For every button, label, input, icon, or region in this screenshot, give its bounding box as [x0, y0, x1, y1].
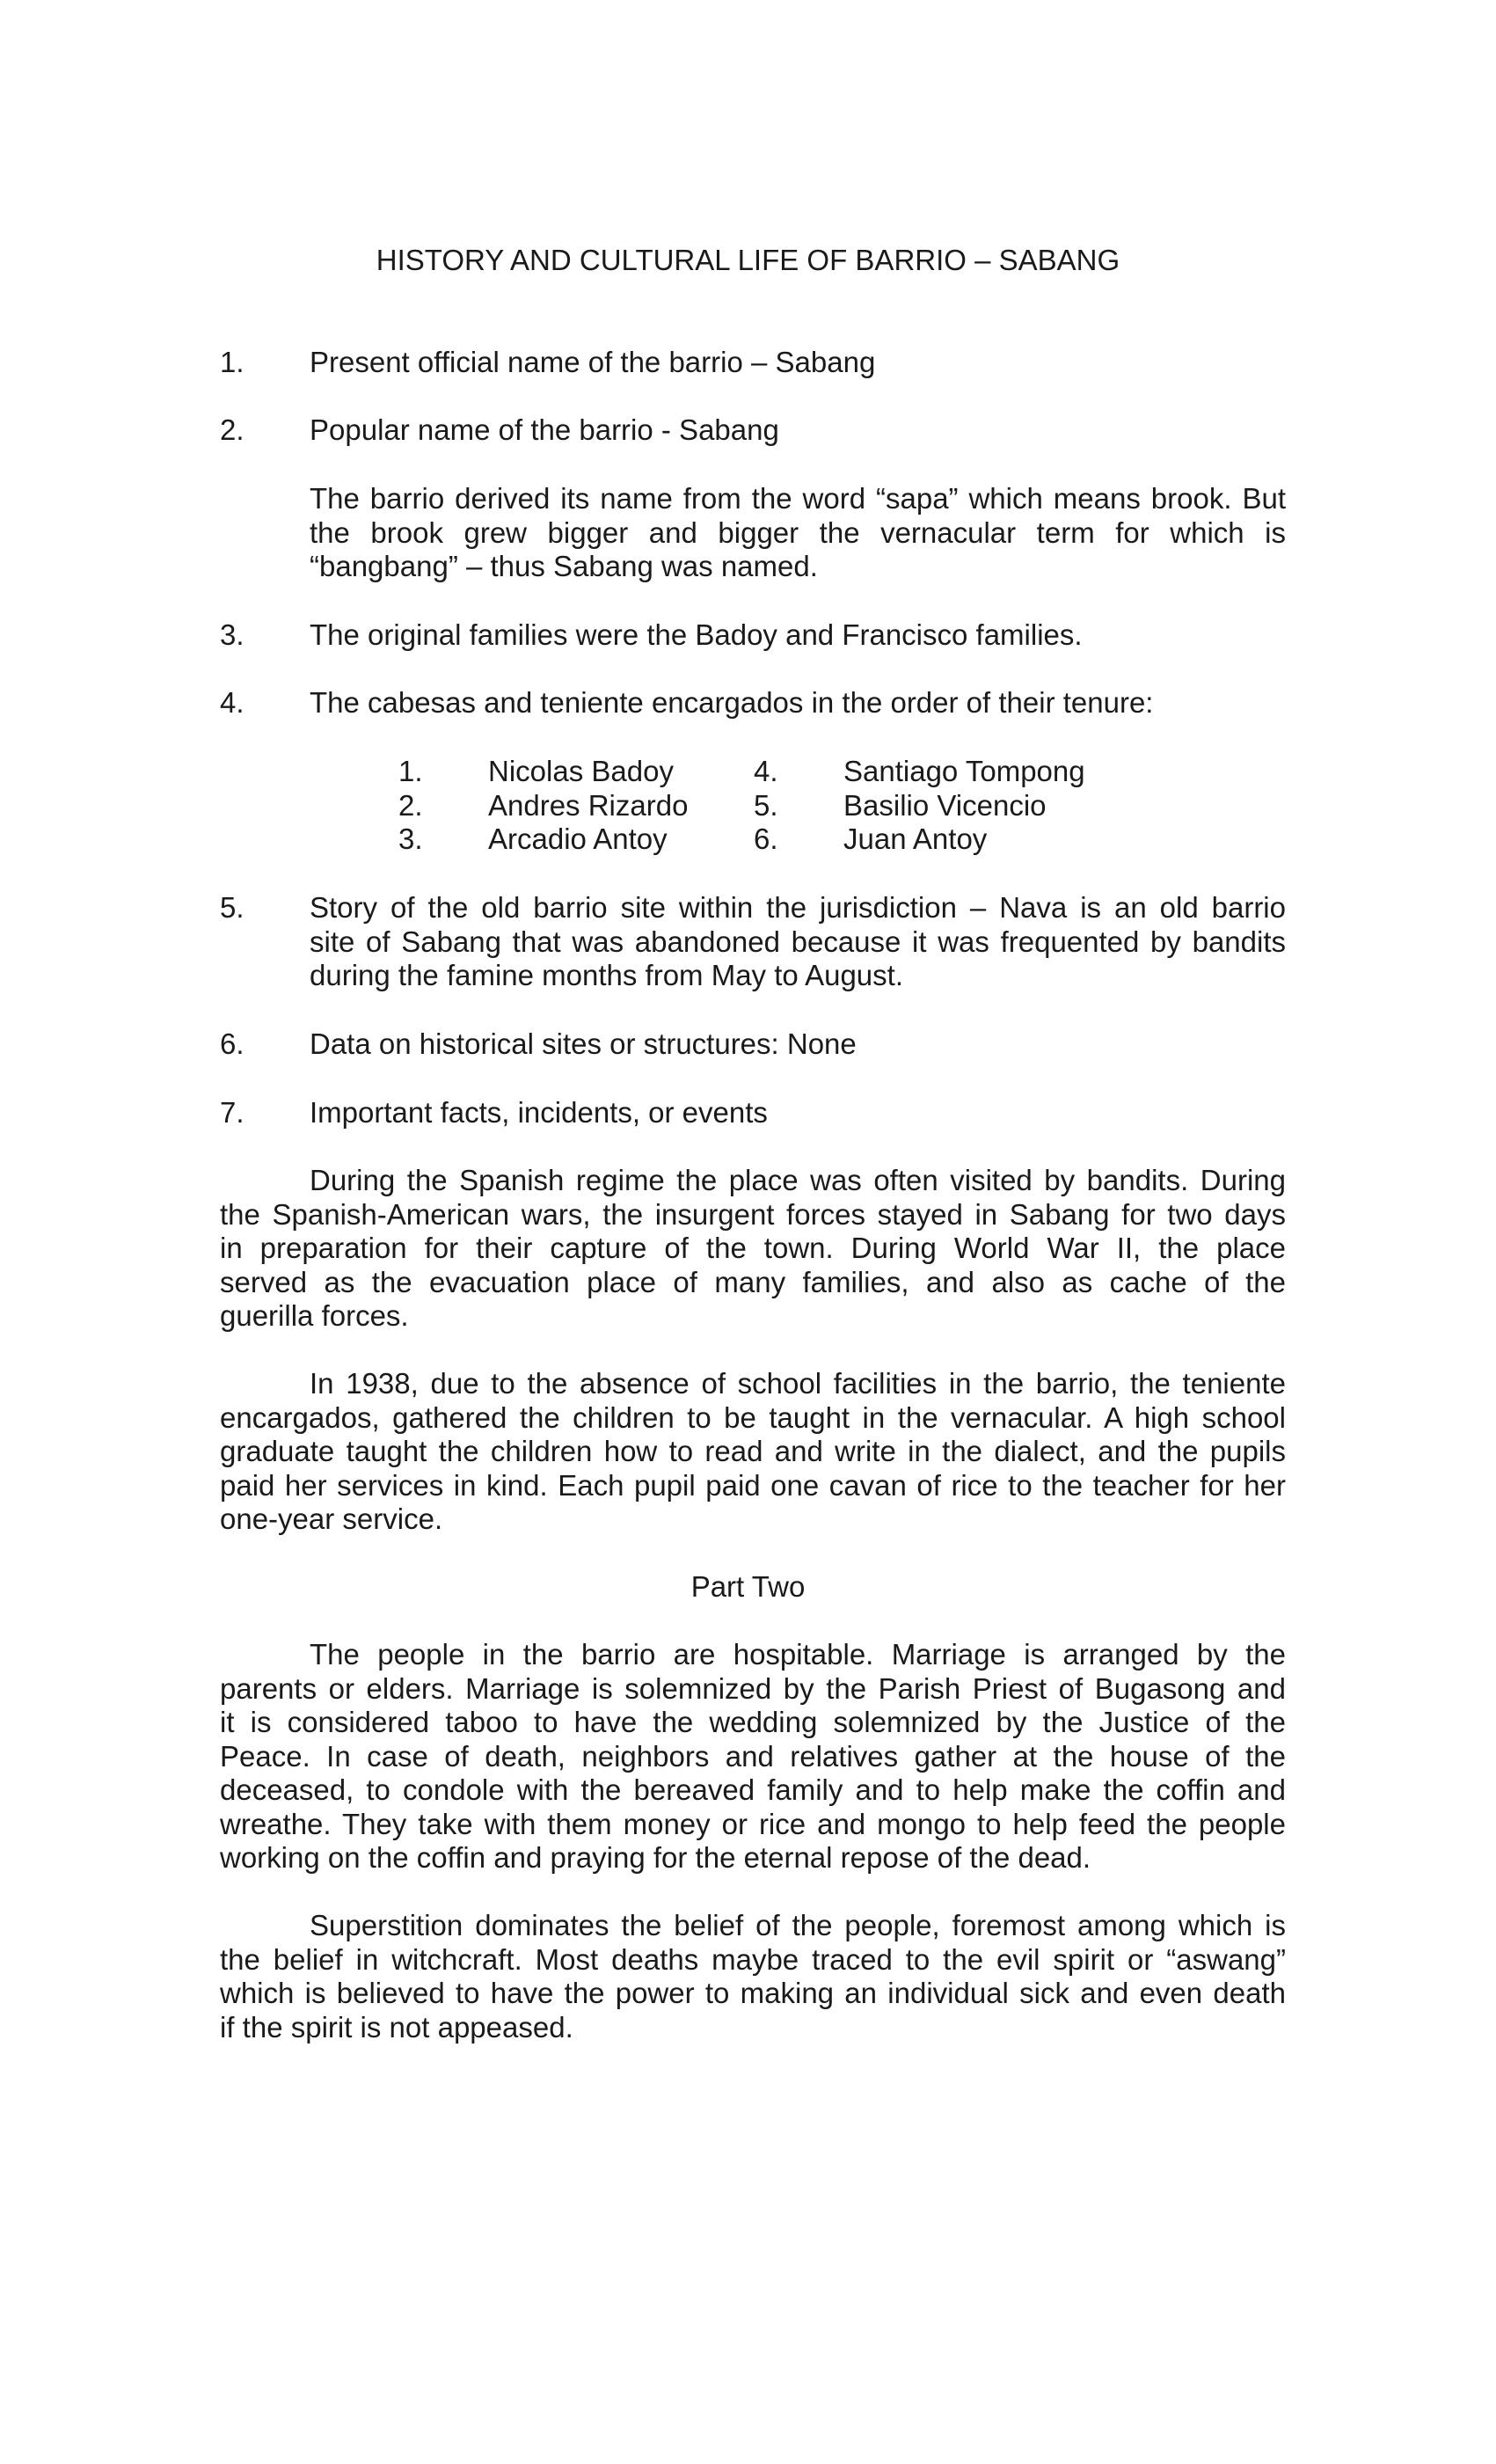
officer-number: 2. — [398, 788, 423, 822]
paragraph-line: The people in the barrio are hospitable. Marriage is arranged by the — [310, 1638, 1286, 1671]
name-origin-paragraph — [310, 482, 1286, 584]
paragraph-line: guerilla forces. — [220, 1299, 409, 1332]
list-item-text: Popular name of the barrio - Sabang — [310, 413, 779, 446]
list-item-number: 4. — [220, 686, 244, 719]
paragraph-line: in preparation for their capture of the town. During World War II, the place — [220, 1232, 1286, 1264]
list-item-text: Important facts, incidents, or events — [310, 1096, 768, 1129]
paragraph-line: site of Sabang that was abandoned because it was frequented by bandits — [310, 925, 1286, 958]
list-item-text: Present official name of the barrio – Sabang — [310, 346, 876, 378]
paragraph-line: the belief in witchcraft. Most deaths maybe traced to the evil spirit or “aswang” — [220, 1942, 1286, 1976]
officer-name: Juan Antoy — [843, 823, 988, 855]
paragraph-line: graduate taught the children how to read and write in the dialect, and the pupils — [220, 1435, 1286, 1467]
part-two-heading: Part Two — [690, 1570, 806, 1603]
officer-number: 6. — [754, 823, 778, 855]
paragraph-line: working on the coffin and praying for the eternal repose of the dead. — [220, 1841, 1091, 1874]
events-paragraph-2 — [220, 1367, 1286, 1537]
paragraph-line: if the spirit is not appeased. — [220, 2010, 573, 2044]
list-item-text: Data on historical sites or structures: None — [310, 1027, 857, 1060]
paragraph-line: paid her services in kind. Each pupil paid one cavan of rice to the teacher for her — [220, 1468, 1286, 1502]
list-item-text: The cabesas and teniente encargados in the order of their tenure: — [310, 686, 1154, 719]
paragraph-line: served as the evacuation place of many families, and also as cache of the — [220, 1265, 1286, 1298]
paragraph-line: one-year service. — [220, 1503, 443, 1535]
paragraph-line: During the Spanish regime the place was often visited by bandits. During — [310, 1164, 1286, 1196]
list-item-number: 2. — [220, 413, 244, 446]
paragraph-line: The barrio derived its name from the word “sapa” which means brook. But — [310, 482, 1286, 515]
officer-name: Arcadio Antoy — [488, 823, 668, 855]
paragraph-line: In 1938, due to the absence of school facilities in the barrio, the teniente — [310, 1367, 1286, 1400]
officer-number: 5. — [754, 788, 778, 822]
paragraph-line: Story of the old barrio site within the jurisdiction – Nava is an old barrio — [310, 891, 1286, 924]
officer-name: Basilio Vicencio — [843, 788, 1047, 822]
paragraph-line: the Spanish-American wars, the insurgent forces stayed in Sabang for two days — [220, 1197, 1286, 1231]
officer-name: Andres Rizardo — [488, 788, 689, 822]
officer-number: 1. — [398, 755, 423, 787]
officer-number: 4. — [754, 755, 778, 787]
paragraph-line: parents or elders. Marriage is solemnized by the Parish Priest of Bugasong and — [220, 1671, 1286, 1705]
list-item-number: 6. — [220, 1027, 244, 1060]
part-two-paragraph-1 — [220, 1638, 1286, 1875]
paragraph-line: which is believed to have the power to making an individual sick and even death — [220, 1977, 1286, 2009]
officer-name: Santiago Tompong — [843, 755, 1085, 787]
paragraph-line: the brook grew bigger and bigger the vernacular term for which is — [310, 515, 1286, 549]
officer-name: Nicolas Badoy — [488, 755, 674, 787]
paragraph-line: Peace. In case of death, neighbors and relatives gather at the house of the — [220, 1739, 1286, 1773]
paragraph-line: encargados, gathered the children to be taught in the vernacular. A high school — [220, 1400, 1286, 1434]
paragraph-line: wreathe. They take with them money or rice and mongo to help feed the people — [220, 1807, 1286, 1840]
list-item-number: 3. — [220, 618, 244, 651]
officer-number: 3. — [398, 823, 423, 855]
list-item-number: 5. — [220, 891, 244, 924]
list-item-number: 7. — [220, 1096, 244, 1129]
list-item-text — [310, 891, 1286, 993]
paragraph-line: it is considered taboo to have the wedding solemnized by the Justice of the — [220, 1706, 1286, 1738]
paragraph-line: deceased, to condole with the bereaved family and to help make the coffin and — [220, 1773, 1286, 1806]
part-two-paragraph-2 — [220, 1909, 1286, 2044]
paragraph-line: Superstition dominates the belief of the people, foremost among which is — [310, 1909, 1286, 1941]
paragraph-line: during the famine months from May to August. — [310, 959, 904, 991]
document-title: HISTORY AND CULTURAL LIFE OF BARRIO – SABANG — [376, 244, 1120, 276]
list-item-number: 1. — [220, 346, 244, 378]
events-paragraph-1 — [220, 1164, 1286, 1334]
paragraph-line: “bangbang” – thus Sabang was named. — [310, 550, 818, 582]
list-item-text: The original families were the Badoy and Francisco families. — [310, 618, 1083, 651]
